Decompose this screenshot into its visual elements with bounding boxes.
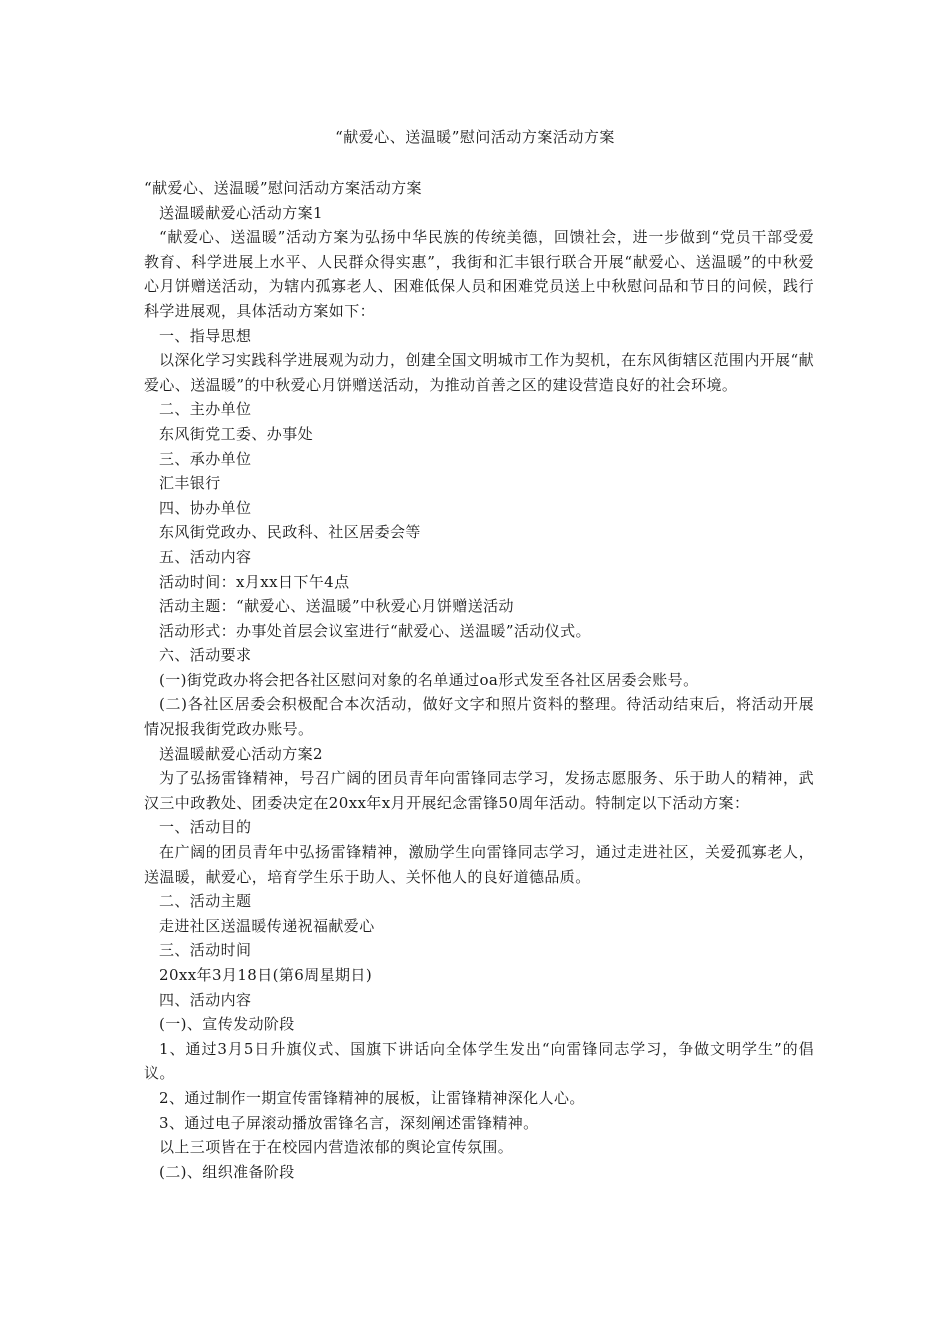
- heading-activity-time: 三、活动时间: [159, 941, 252, 960]
- heading-guiding-thought: 一、指导思想: [159, 326, 252, 345]
- paragraph-publicity-summary: 以上三项皆在于在校园内营造浓郁的舆论宣传氛围。: [159, 1138, 514, 1157]
- section-heading-plan-1: 送温暖献爱心活动方案1: [159, 203, 323, 222]
- list-item-publicity-2: 2、通过制作一期宣传雷锋精神的展板，让雷锋精神深化人心。: [159, 1088, 585, 1107]
- list-item-publicity-3: 3、通过电子屏滚动播放雷锋名言，深刻阐述雷锋精神。: [159, 1113, 539, 1132]
- body-heading: “献爱心、送温暖”慰问活动方案活动方案: [144, 179, 422, 197]
- paragraph-plan-2-intro: 为了弘扬雷锋精神，号召广阔的团员青年向雷锋同志学习，发扬志愿服务、乐于助人的精神，武汉三中政教处、团委决定在20xx年x月开展纪念雷锋50周年活动。特制定以下活动方案：: [144, 769, 814, 812]
- paragraph-intro: “献爱心、送温暖”活动方案为弘扬中华民族的传统美德，回馈社会，进一步做到“党员干部受爱教育、科学进展上水平、人民群众得实惠”，我街和汇丰银行联合开展“献爱心、送温暖”的中秋爱心月饼赠送活动，为辖内孤寡老人、困难低保人员和困难党员送上中秋慰问品和节日的问候，践行科学进展观，具体活动方案如下：: [144, 228, 814, 320]
- heading-organizer: 二、主办单位: [159, 400, 252, 419]
- paragraph-activity-time: 活动时间：x月xx日下午4点: [159, 572, 350, 591]
- paragraph-organizer: 东风街党工委、办事处: [159, 424, 314, 443]
- paragraph-requirement-1: (一)街党政办将会把各社区慰问对象的名单通过oa形式发至各社区居委会账号。: [159, 670, 699, 689]
- heading-activity-theme: 二、活动主题: [159, 892, 252, 911]
- list-item-publicity-1: 1、通过3月5日升旗仪式、国旗下讲话向全体学生发出“向雷锋同志学习，争做文明学生”的倡议。: [144, 1039, 814, 1083]
- heading-activity-purpose: 一、活动目的: [159, 818, 252, 837]
- document-body: [144, 176, 814, 1184]
- heading-publicity-stage: (一)、宣传发动阶段: [159, 1015, 295, 1034]
- paragraph-guiding-thought: 以深化学习实践科学进展观为动力，创建全国文明城市工作为契机，在东风街辖区范围内开展“献爱心、送温暖”的中秋爱心月饼赠送活动，为推动首善之区的建设营造良好的社会环境。: [144, 351, 814, 394]
- heading-preparation-stage: (二)、组织准备阶段: [159, 1162, 295, 1181]
- paragraph-activity-date: 20xx年3月18日(第6周星期日): [159, 966, 373, 984]
- paragraph-requirement-2: (二)各社区居委会积极配合本次活动，做好文字和照片资料的整理。待活动结束后，将活动开展情况报我街党政办账号。: [144, 695, 814, 739]
- heading-activity-content-2: 四、活动内容: [159, 990, 252, 1009]
- heading-co-organizer: 四、协办单位: [159, 498, 252, 517]
- heading-activity-content: 五、活动内容: [159, 547, 252, 566]
- paragraph-undertaker: 汇丰银行: [159, 474, 221, 493]
- paragraph-activity-form: 活动形式：办事处首层会议室进行“献爱心、送温暖”活动仪式。: [159, 621, 591, 640]
- heading-undertaker: 三、承办单位: [159, 449, 252, 468]
- paragraph-co-organizer: 东风街党政办、民政科、社区居委会等: [159, 523, 421, 542]
- heading-activity-requirements: 六、活动要求: [159, 646, 252, 665]
- paragraph-activity-theme: 活动主题：“献爱心、送温暖”中秋爱心月饼赠送活动: [159, 597, 514, 616]
- paragraph-activity-purpose: 在广阔的团员青年中弘扬雷锋精神，激励学生向雷锋同志学习，通过走进社区，关爱孤寡老人，送温暖，献爱心，培育学生乐于助人、关怀他人的良好道德品质。: [144, 843, 814, 886]
- document-title: “献爱心、送温暖”慰问活动方案活动方案: [335, 128, 615, 146]
- section-heading-plan-2: 送温暖献爱心活动方案2: [159, 744, 323, 763]
- paragraph-activity-theme-2: 走进社区送温暖传递祝福献爱心: [159, 916, 375, 935]
